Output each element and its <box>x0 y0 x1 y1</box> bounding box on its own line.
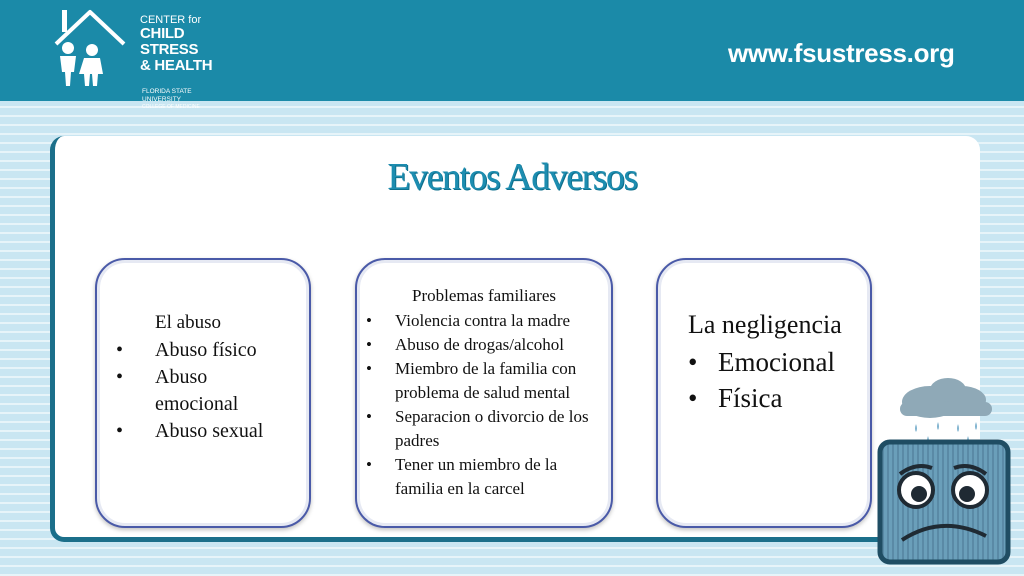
family-problems-heading: Problemas familiares <box>412 286 556 305</box>
logo-line3: & HEALTH <box>140 57 213 74</box>
list-item: • Tener un miembro de la familia en la carcel <box>357 453 609 501</box>
logo-line5: COLLEGE OF MEDICINE <box>142 104 200 110</box>
slide-title: Eventos Adversos <box>387 156 637 198</box>
logo-line2: CHILD STRESS <box>140 25 199 58</box>
abuse-heading: El abuso <box>155 312 221 333</box>
neglect-box <box>656 258 872 528</box>
list-item: • Separacion o divorcio de los padres <box>357 405 609 453</box>
family-problems-box <box>355 258 613 528</box>
list-item: • Abuso de drogas/alcohol <box>357 333 609 357</box>
house-children-icon <box>52 6 142 92</box>
logo-line4: FLORIDA STATE UNIVERSITY <box>142 88 192 103</box>
logo-text <box>140 14 232 110</box>
abuse-box <box>95 258 311 528</box>
website-url[interactable]: www.fsustress.org <box>728 38 955 68</box>
header-bar <box>0 0 1024 110</box>
list-item: • Violencia contra la madre <box>357 309 609 333</box>
logo-line1: CENTER for <box>140 14 202 26</box>
center-logo[interactable] <box>52 6 232 110</box>
abuse-list <box>97 337 270 445</box>
rain-cloud-icon <box>900 378 992 444</box>
list-item: • Abuso sexual <box>97 418 270 445</box>
list-item: • Miembro de la familia con problema de salud mental <box>357 357 609 405</box>
family-problems-list <box>357 309 609 501</box>
neglect-list <box>658 344 835 416</box>
list-item: • Abuso emocional <box>97 364 270 418</box>
list-item: • Abuso físico <box>97 337 270 364</box>
neglect-heading: La negligencia <box>688 310 842 339</box>
list-item: • Física <box>658 380 835 416</box>
sad-block-mascot-icon <box>872 378 1024 576</box>
sad-face-block <box>880 442 1008 562</box>
list-item: • Emocional <box>658 344 835 380</box>
